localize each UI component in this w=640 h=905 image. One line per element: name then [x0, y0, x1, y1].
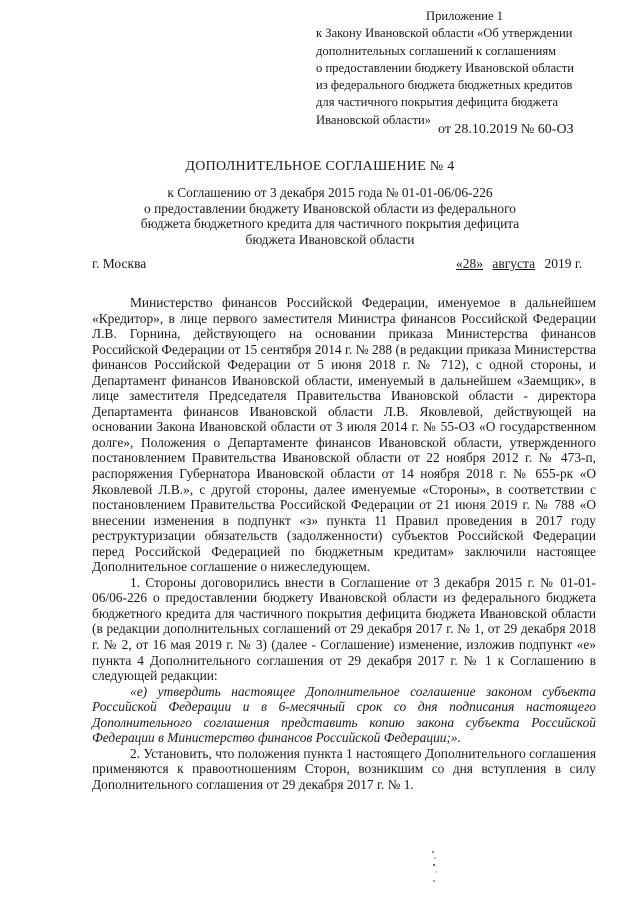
- appendix-line: дополнительных соглашений к соглашениям: [316, 43, 557, 58]
- appendix-line: Ивановской области»: [316, 112, 432, 127]
- quoted-subclause-paragraph: «е) утвердить настоящее Дополнительное соглашение законом субъекта Российской Федерации и в 6-месячный срок со дня подписания настоящего Дополнительного соглашения представить копию закона субъекта Российской Федерации в Министерство финансов Российской Федерации;».: [92, 683, 596, 746]
- signing-place: г. Москва: [92, 256, 147, 271]
- date-month: августа: [492, 256, 536, 271]
- subtitle-line: бюджета бюджетного кредита для частичного покрытия дефицита: [140, 216, 520, 232]
- subtitle-line: о предоставлении бюджету Ивановской области из федерального: [144, 200, 516, 216]
- signing-date: [456, 256, 582, 272]
- scan-artifact: [430, 848, 440, 888]
- appendix-line: о предоставлении бюджету Ивановской области: [316, 60, 574, 75]
- appendix-title: Приложение 1: [426, 9, 504, 23]
- document-subtitle: [120, 185, 540, 247]
- subtitle-line: бюджета Ивановской области: [245, 231, 415, 247]
- appendix-line: для частичного покрытия дефицита бюджета: [316, 95, 559, 110]
- document-title: ДОПОЛНИТЕЛЬНОЕ СОГЛАШЕНИЕ № 4: [185, 159, 455, 174]
- appendix-line: к Закону Ивановской области «Об утверждении: [316, 26, 573, 41]
- appendix-header: [316, 8, 606, 129]
- appendix-line: из федерального бюджета бюджетных кредитов: [316, 78, 573, 93]
- clause-2-paragraph: 2. Установить, что положения пункта 1 настоящего Дополнительного соглашения применяются к правоотношениям Сторон, возникшим со дня вступления в силу Дополнительного соглашения от 29 декабря 2017 г. № 1.: [92, 745, 596, 792]
- date-year: 2019 г.: [544, 256, 583, 271]
- subtitle-line: к Соглашению от 3 декабря 2015 года № 01-01-06/06-226: [167, 185, 493, 200]
- agreement-body: [92, 295, 596, 793]
- dots-icon: [430, 848, 440, 888]
- preamble-paragraph: Министерство финансов Российской Федерации, именуемое в дальнейшем «Кредитор», в лице первого заместителя Министра финансов Российской Федерации Л.В. Горнина, действующего на основании приказа Министерства финансов Российской Федерации от 15 сентября 2014 г. № 288 (в редакции приказа Министерства финансов Российской Федерации от 5 июня 2018 г. № 712), с одной стороны, и Департамент финансов Ивановской области, именуемый в дальнейшем «Заемщик», в лице заместителя Председателя Правительства Ивановской области - директора Департамента финансов Ивановской области Л.В. Яковлевой, действующей на основании Закона Ивановской области от 3 июля 2014 г. № 55-ОЗ «О государственном долге», Положения о Департаменте финансов Ивановской области, утвержденного постановлением Правительства Ивановской области от 22 ноября 2012 г. № 473-п, распоряжения Губернатора Ивановской области от 14 ноября 2018 г. № 655-рк «О Яковлевой Л.В.», с другой стороны, далее именуемые «Стороны», в соответствии с постановлением Правительства Российской Федерации от 21 июня 2019 г. № 788 «О внесении изменения в подпункт «з» пункта 11 Правил проведения в 2017 году реструктуризации обязательств (задолженности) субъектов Российской Федерации перед Российской Федерацией по бюджетным кредитам» заключили настоящее Дополнительное соглашение о нижеследующем.: [92, 295, 596, 575]
- date-day: «28»: [456, 256, 483, 271]
- clause-1-paragraph: 1. Стороны договорились внести в Соглашение от 3 декабря 2015 г. № 01-01-06/06-226 о предоставлении бюджету Ивановской области из федерального бюджета бюджетного кредита для частичного покрытия дефицита бюджета Ивановской области (в редакции дополнительных соглашений от 29 декабря 2017 г. № 1, от 29 декабря 2018 г. № 2, от 16 мая 2019 г. № 3) (далее - Соглашение) изменение, изложив подпункт «е» пункта 4 Дополнительного соглашения от 29 декабря 2017 г. № 1 к Соглашению в следующей редакции:: [92, 574, 596, 684]
- law-date: от 28.10.2019 № 60-ОЗ: [438, 122, 574, 137]
